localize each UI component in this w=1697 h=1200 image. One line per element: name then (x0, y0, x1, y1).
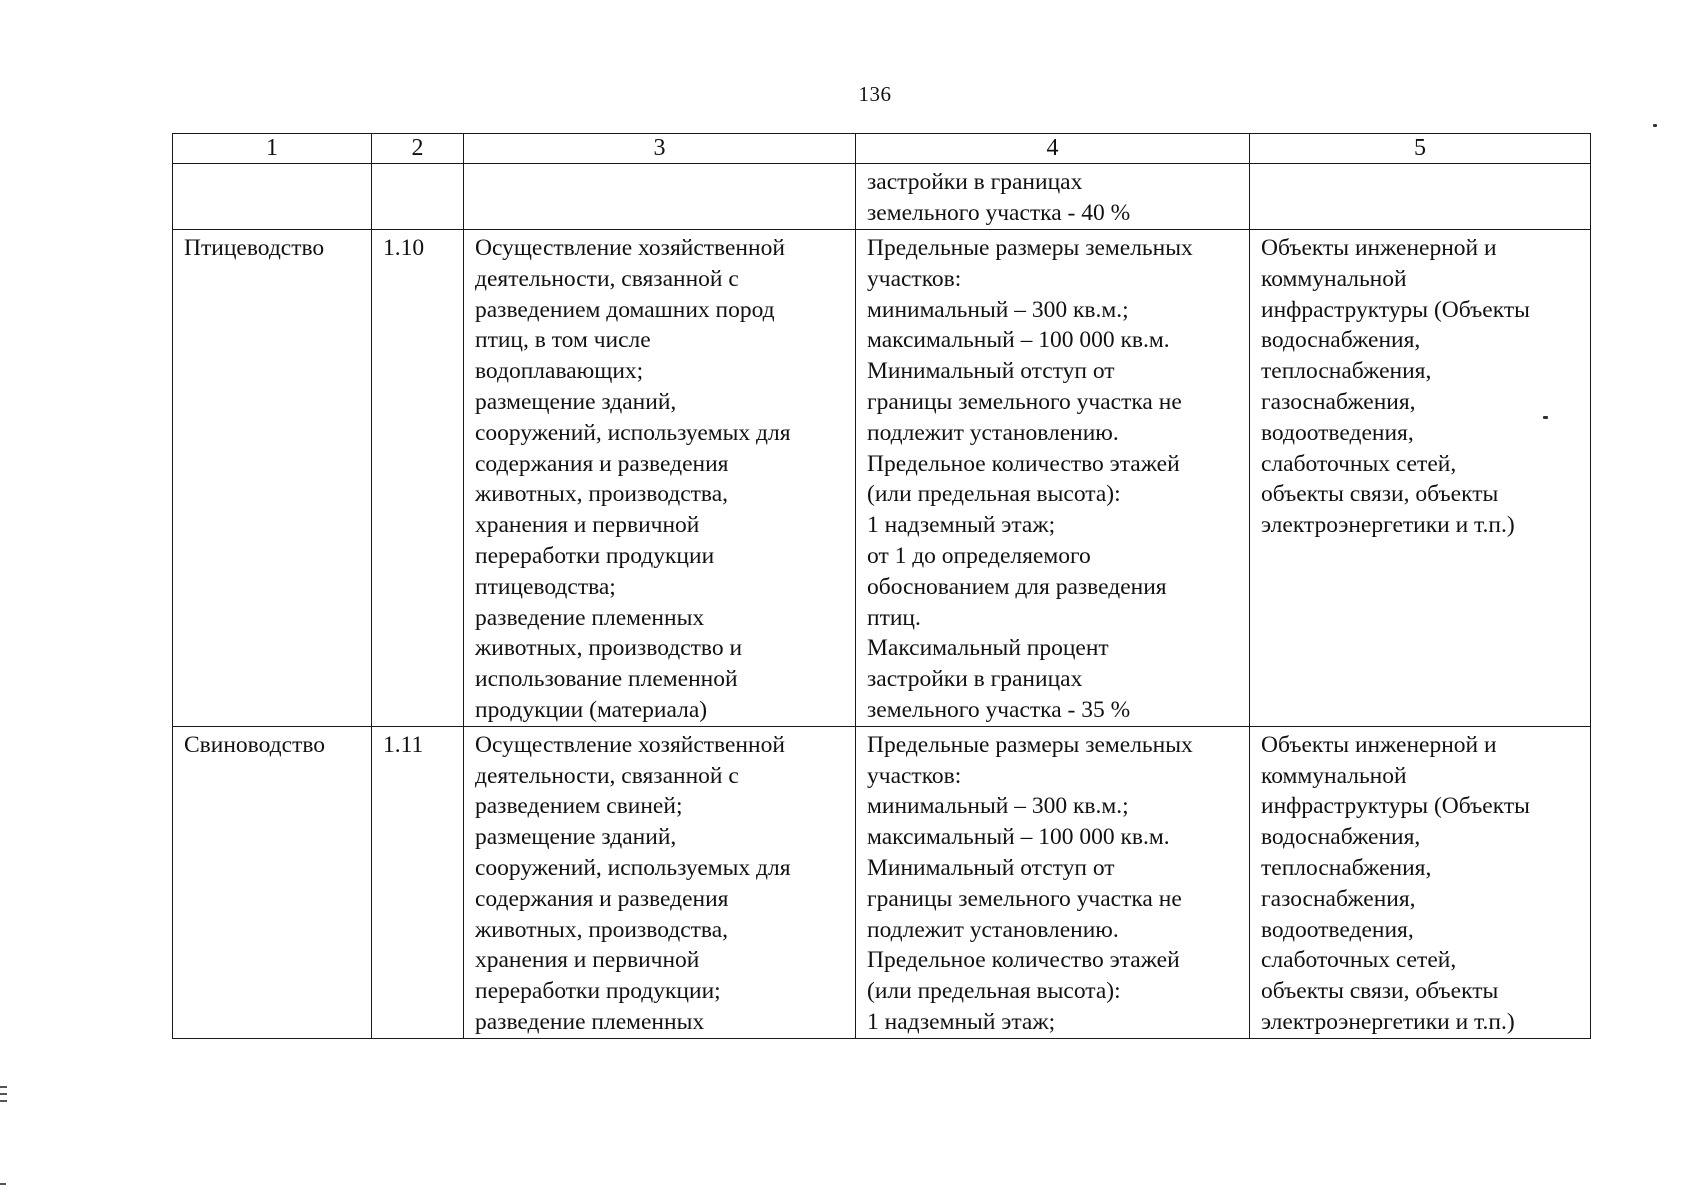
use-type-name: Свиноводство (173, 726, 372, 1038)
text-line: водоотведения, (1261, 916, 1414, 943)
text-line: разведение племенных (475, 1008, 705, 1035)
continuation-parameters-cell (856, 164, 1250, 230)
text-line: теплоснабжения, (1261, 358, 1432, 385)
text-line: коммунальной (1261, 265, 1407, 292)
text-line: разведением домашних пород (475, 296, 775, 323)
text-line: обоснованием для разведения (867, 573, 1167, 600)
text-line: 1 надземный этаж; (867, 512, 1056, 539)
column-number-2: 2 (372, 134, 464, 164)
text-line: животных, производство и (475, 635, 743, 662)
text-line: подлежит установлению. (867, 916, 1119, 943)
column-number-1: 1 (173, 134, 372, 164)
text-line: хранения и первичной (475, 512, 700, 539)
use-type-description (464, 230, 856, 727)
text-line: разведение племенных (475, 604, 705, 631)
text-line: Предельное количество этажей (867, 947, 1180, 974)
text-line: (или предельная высота): (867, 978, 1121, 1005)
text-line: водоснабжения, (1261, 824, 1421, 851)
text-line: птицеводства; (475, 573, 616, 600)
text-line: электроэнергетики и т.п.) (1261, 512, 1515, 539)
text-line: использование племенной (475, 666, 738, 693)
text-line: Осуществление хозяйственной (475, 235, 785, 261)
text-line: водоплавающих; (475, 358, 644, 385)
text-line: от 1 до определяемого (867, 542, 1091, 569)
text-line: птиц. (867, 604, 921, 631)
text-line: Объекты инженерной и (1261, 235, 1497, 261)
scan-speck (1653, 124, 1657, 127)
column-number-4: 4 (856, 134, 1250, 164)
text-line: объекты связи, объекты (1261, 978, 1499, 1005)
text-line: продукции (материала) (475, 696, 708, 723)
use-type-code: 1.10 (372, 230, 464, 727)
text-line: максимальный – 100 000 кв.м. (867, 327, 1170, 354)
column-number-3: 3 (464, 134, 856, 164)
text-line: содержания и разведения (475, 885, 729, 912)
text-line: Предельное количество этажей (867, 450, 1180, 477)
text-line: Максимальный процент (867, 635, 1109, 662)
scan-speck (1543, 416, 1548, 419)
text-line: застройки в границах (867, 666, 1083, 693)
text-line: слаботочных сетей, (1261, 450, 1457, 477)
scan-margin-mark (0, 1183, 6, 1185)
text-line: Предельные размеры земельных (867, 731, 1193, 758)
text-line: подлежит установлению. (867, 419, 1119, 446)
text-line: участков: (867, 265, 962, 292)
use-type-code: 1.11 (372, 726, 464, 1038)
text-line: земельного участка - 35 % (867, 696, 1131, 723)
empty-cell (173, 164, 372, 230)
table-row (173, 230, 1591, 727)
text-line: содержания и разведения (475, 450, 729, 477)
text-line: застройки в границах (867, 169, 1083, 195)
text-line: хранения и первичной (475, 947, 700, 974)
text-line: инфраструктуры (Объекты (1261, 793, 1530, 820)
text-line: размещение зданий, (475, 824, 677, 851)
text-line: животных, производства, (475, 916, 729, 943)
land-use-table (172, 133, 1591, 1039)
text-line: водоотведения, (1261, 419, 1414, 446)
empty-cell (464, 164, 856, 230)
text-line: разведением свиней; (475, 793, 683, 820)
text-line: Объекты инженерной и (1261, 731, 1497, 758)
use-type-parameters (856, 726, 1250, 1038)
use-type-name: Птицеводство (173, 230, 372, 727)
text-line: переработки продукции (475, 542, 715, 569)
table-row-continuation (173, 164, 1591, 230)
auxiliary-uses (1250, 726, 1591, 1038)
text-line: сооружений, используемых для (475, 854, 791, 881)
empty-cell (372, 164, 464, 230)
text-line: коммунальной (1261, 762, 1407, 789)
scan-margin-mark (0, 1100, 7, 1102)
text-line: Предельные размеры земельных (867, 235, 1193, 261)
text-line: 1 надземный этаж; (867, 1008, 1056, 1035)
auxiliary-uses (1250, 230, 1591, 727)
text-line: размещение зданий, (475, 388, 677, 415)
scan-margin-mark (0, 1086, 7, 1088)
text-line: (или предельная высота): (867, 481, 1121, 508)
text-line: объекты связи, объекты (1261, 481, 1499, 508)
text-line: птиц, в том числе (475, 327, 651, 354)
text-line: газоснабжения, (1261, 885, 1416, 912)
text-line: минимальный – 300 кв.м.; (867, 793, 1129, 820)
column-number-5: 5 (1250, 134, 1591, 164)
text-line: максимальный – 100 000 кв.м. (867, 824, 1170, 851)
text-line: земельного участка - 40 % (867, 199, 1131, 226)
scan-margin-mark (0, 1093, 7, 1095)
text-line: участков: (867, 762, 962, 789)
text-line: слаботочных сетей, (1261, 947, 1457, 974)
text-line: переработки продукции; (475, 978, 721, 1005)
empty-cell (1250, 164, 1591, 230)
text-line: водоснабжения, (1261, 327, 1421, 354)
text-line: электроэнергетики и т.п.) (1261, 1008, 1515, 1035)
text-line: инфраструктуры (Объекты (1261, 296, 1530, 323)
text-line: границы земельного участка не (867, 885, 1182, 912)
text-line: деятельности, связанной с (475, 762, 739, 789)
text-line: минимальный – 300 кв.м.; (867, 296, 1129, 323)
text-line: теплоснабжения, (1261, 854, 1432, 881)
text-line: животных, производства, (475, 481, 729, 508)
use-type-parameters (856, 230, 1250, 727)
text-line: газоснабжения, (1261, 388, 1416, 415)
text-line: Осуществление хозяйственной (475, 731, 785, 758)
text-line: границы земельного участка не (867, 388, 1182, 415)
use-type-description (464, 726, 856, 1038)
table-header-row (173, 134, 1591, 164)
text-line: Минимальный отступ от (867, 854, 1115, 881)
text-line: Минимальный отступ от (867, 358, 1115, 385)
page-number: 136 (858, 82, 892, 106)
table-row (173, 726, 1591, 1038)
text-line: сооружений, используемых для (475, 419, 791, 446)
text-line: деятельности, связанной с (475, 265, 739, 292)
